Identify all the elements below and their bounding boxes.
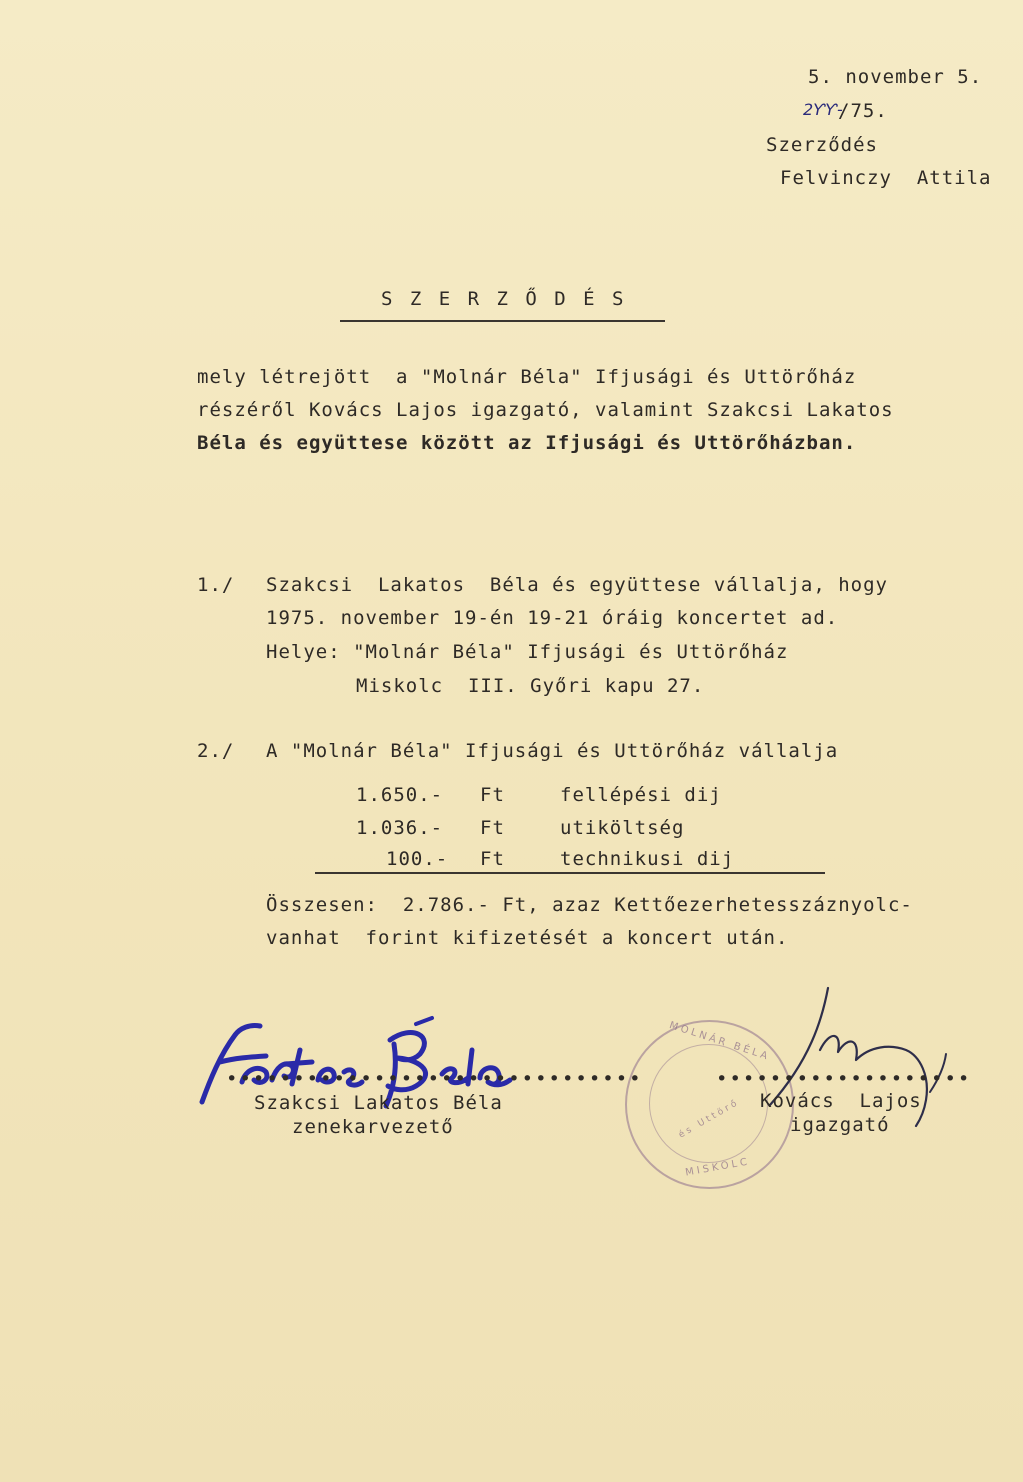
clause-1-line-3: Helye: "Molnár Béla" Ifjusági és Uttörőház — [266, 641, 789, 663]
header-person: Felvinczy Attila — [780, 167, 992, 189]
header-date: 5. november 5. — [808, 66, 983, 88]
stamp-top-text: MOLNÁR BÉLA — [667, 1019, 772, 1064]
title-underline — [340, 320, 665, 322]
clause-1-line-1: Szakcsi Lakatos Béla és együttese vállalja, hogy — [266, 574, 888, 596]
header-doc-type: Szerződés — [766, 134, 878, 156]
left-signature-line: ••••••••••••••••••••••••••••••• — [226, 1068, 643, 1090]
document-title: S Z E R Z Ő D É S — [381, 288, 627, 310]
cost-currency: Ft — [480, 817, 505, 839]
left-signer-name: Szakcsi Lakatos Béla — [254, 1092, 503, 1114]
cost-label: fellépési dij — [560, 784, 722, 806]
cost-label: utiköltség — [560, 817, 685, 839]
clause-1-line-4: Miskolc III. Győri kapu 27. — [356, 675, 705, 697]
right-signer-role: igazgató — [790, 1114, 890, 1136]
cost-amount: 1.650.- — [356, 784, 444, 806]
left-signer-role: zenekarvezető — [292, 1116, 454, 1138]
clause-2-intro: A "Molnár Béla" Ifjusági és Uttörőház vállalja — [266, 740, 839, 762]
cost-label: technikusi dij — [560, 848, 735, 870]
total-line-1: Összesen: 2.786.- Ft, azaz Kettőezerhetesszáznyolc- — [266, 894, 913, 916]
cost-currency: Ft — [480, 784, 505, 806]
cost-sum-rule — [315, 872, 825, 874]
header-ref-typed: /75. — [838, 100, 888, 122]
stamp-inner-text: és Uttörő — [677, 1097, 742, 1141]
header-ref-handwritten: 2ƳƳ- — [803, 100, 843, 119]
clause-2-number: 2./ — [197, 740, 235, 762]
clause-1-line-2: 1975. november 19-én 19-21 óráig koncertet ad. — [266, 607, 839, 629]
right-signature-line: ••••••••••••••••••• — [716, 1068, 972, 1090]
total-line-2: vanhat forint kifizetését a koncert után. — [266, 927, 789, 949]
intro-line-1: mely létrejött a "Molnár Béla" Ifjusági és Uttörőház — [197, 366, 857, 388]
cost-currency: Ft — [480, 848, 505, 870]
intro-line-2: részéről Kovács Lajos igazgató, valamint Szakcsi Lakatos — [197, 399, 894, 421]
clause-1-number: 1./ — [197, 574, 235, 596]
cost-amount: 1.036.- — [356, 817, 444, 839]
stamp-bottom-text: MISKOLC — [684, 1156, 751, 1179]
intro-line-3: Béla és együttese között az Ifjusági és Uttörőházban. — [197, 432, 857, 454]
right-signer-name: Kovács Lajos — [760, 1090, 922, 1112]
cost-amount: 100.- — [386, 848, 449, 870]
